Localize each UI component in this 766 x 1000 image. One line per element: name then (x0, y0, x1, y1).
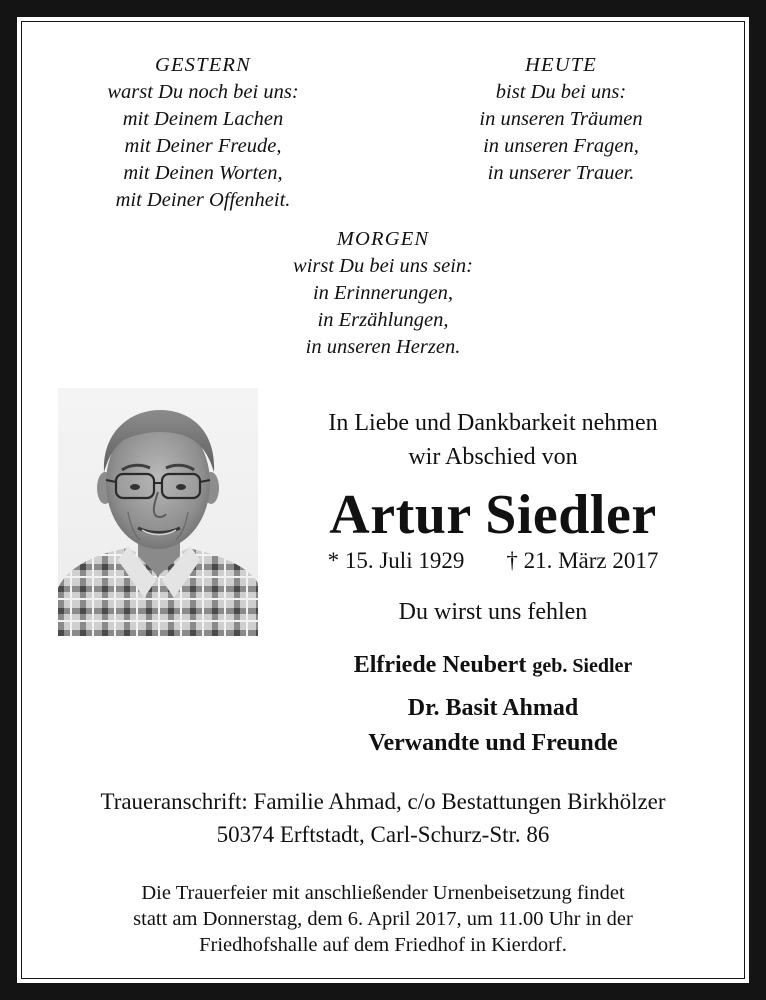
mourning-address-line-2: 50374 Erftstadt, Carl-Schurz-Str. 86 (216, 822, 550, 847)
death-date: † 21. März 2017 (506, 548, 659, 573)
life-dates (268, 546, 718, 576)
poem-line: bist Du bei uns: (495, 81, 627, 103)
poem-today (430, 52, 692, 187)
poem-yesterday-heading: GESTERN (154, 54, 252, 76)
poem-line: in unseren Herzen. (305, 336, 461, 358)
mourner-primary-name: Elfriede Neubert (353, 652, 527, 678)
birth-date: * 15. Juli 1929 (327, 548, 465, 573)
poem-line: wirst Du bei uns sein: (293, 255, 473, 277)
poem-line: in Erzählungen, (317, 309, 449, 331)
poem-line: in unserer Trauer. (487, 162, 635, 184)
intro-line-1: In Liebe und Dankbarkeit nehmen (328, 410, 658, 436)
intro-line-2: wir Abschied von (408, 444, 578, 470)
poem-today-heading: HEUTE (524, 54, 598, 76)
mourner-primary-note: geb. Siedler (532, 655, 633, 677)
service-info-line-2: statt am Donnerstag, dem 6. April 2017, um 11.00 Uhr in der (133, 908, 633, 930)
mourner-secondary: Dr. Basit Ahmad (407, 695, 579, 721)
poem-line: mit Deiner Freude, (124, 135, 282, 157)
poem-tomorrow (252, 226, 514, 361)
deceased-name: Artur Siedler (329, 484, 657, 546)
poem-yesterday (72, 52, 334, 214)
service-info-line-3: Friedhofshalle auf dem Friedhof in Kierdorf. (199, 934, 567, 956)
poem-tomorrow-heading: MORGEN (336, 228, 430, 250)
poem-line: mit Deiner Offenheit. (115, 189, 291, 211)
service-info-line-1: Die Trauerfeier mit anschließender Urnenbeisetzung findet (141, 882, 625, 904)
portrait-illustration (58, 388, 258, 636)
mourning-address-line-1: Traueranschrift: Familie Ahmad, c/o Bestattungen Birkhölzer (100, 789, 666, 814)
poem-line: warst Du noch bei uns: (107, 81, 299, 103)
portrait-photo (58, 388, 258, 636)
poem-line: mit Deinem Lachen (122, 108, 284, 130)
poem-line: mit Deinen Worten, (123, 162, 283, 184)
closing-line: Du wirst uns fehlen (398, 599, 588, 625)
mourner-relatives: Verwandte und Freunde (368, 730, 618, 756)
mourner-primary (268, 649, 718, 682)
poem-line: in Erinnerungen, (312, 282, 454, 304)
poem-line: in unseren Träumen (479, 108, 643, 130)
poem-line: in unseren Fragen, (483, 135, 639, 157)
